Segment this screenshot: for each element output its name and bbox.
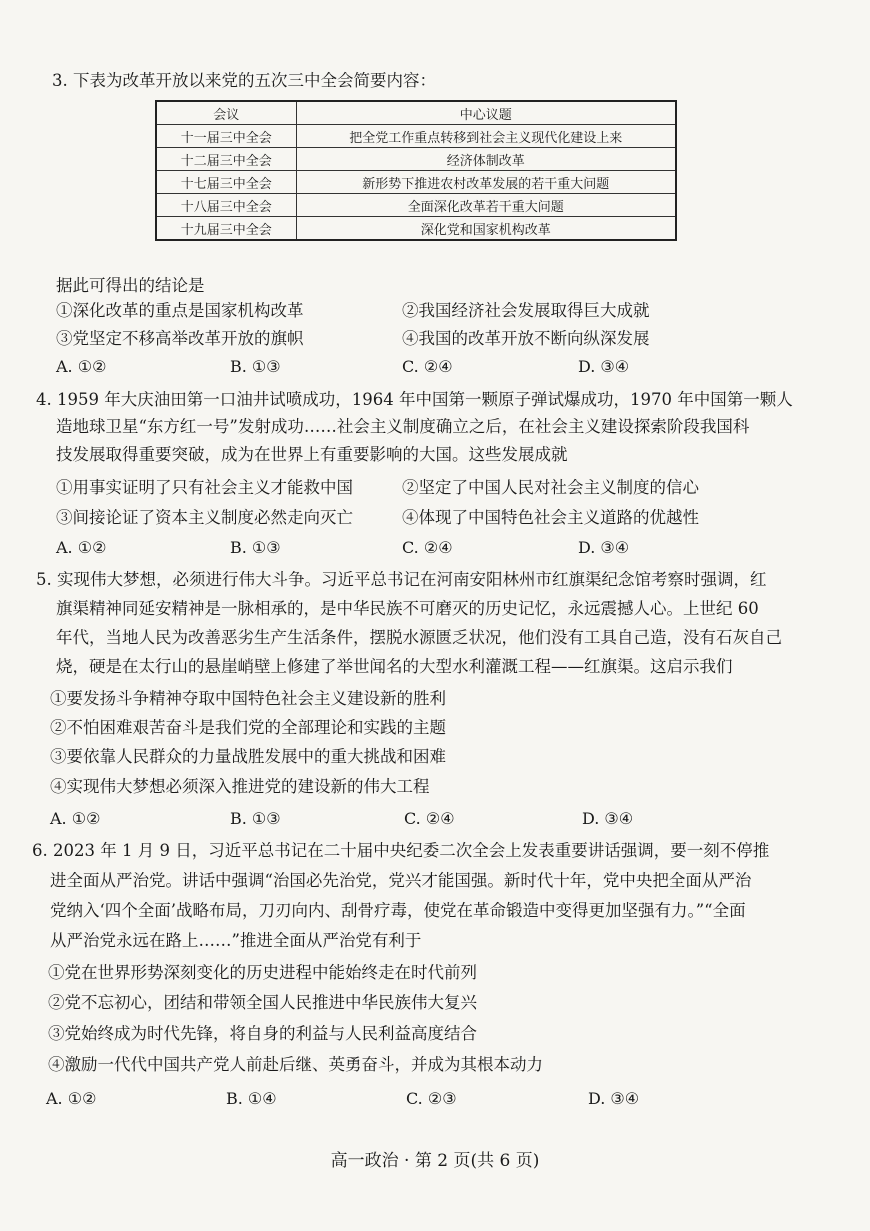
q5-statement-1: ①要发扬斗争精神夺取中国特色社会主义建设新的胜利: [50, 689, 446, 708]
page-footer: 高一政治 · 第 2 页(共 6 页): [330, 1151, 540, 1171]
table-cell: 十七届三中全会: [156, 171, 296, 194]
q6-option-a: A. ①②: [46, 1089, 97, 1108]
q3-statement-2: ②我国经济社会发展取得巨大成就: [402, 301, 650, 320]
q6-statement-1: ①党在世界形势深刻变化的历史进程中能始终走在时代前列: [48, 963, 477, 982]
table-cell: 十九届三中全会: [156, 217, 296, 241]
q6-option-b: B. ①④: [226, 1089, 277, 1108]
q3-option-c: C. ②④: [402, 357, 453, 376]
q6-stem-line-2: 进全面从严治党。讲话中强调“治国必先治党，党兴才能国强。新时代十年，党中央把全面从严治: [50, 871, 752, 890]
table-cell: 新形势下推进农村改革发展的若干重大问题: [296, 171, 676, 194]
q5-stem-line-2: 旗渠精神同延安精神是一脉相承的，是中华民族不可磨灭的历史记忆，永远震撼人心。上世纪 60: [56, 599, 759, 618]
q4-statement-1: ①用事实证明了只有社会主义才能救中国: [56, 478, 353, 497]
q3-option-b: B. ①③: [230, 357, 281, 376]
q6-stem-line-1: 6. 2023 年 1 月 9 日，习近平总书记在二十届中央纪委二次全会上发表重要讲话强调，要一刻不停推: [32, 841, 770, 860]
q5-stem-line-3: 年代，当地人民为改善恶劣生产生活条件，摆脱水源匮乏状况，他们没有工具自己造，没有石灰自己: [56, 628, 782, 647]
table-cell: 深化党和国家机构改革: [296, 217, 676, 241]
q3-option-a: A. ①②: [56, 357, 107, 376]
q6-option-c: C. ②③: [406, 1089, 457, 1108]
table-cell: 十二届三中全会: [156, 148, 296, 171]
q5-statement-3: ③要依靠人民群众的力量战胜发展中的重大挑战和困难: [50, 747, 446, 766]
q6-option-d: D. ③④: [588, 1089, 640, 1108]
q4-option-c: C. ②④: [402, 538, 453, 557]
table-row: [156, 217, 676, 241]
q4-statement-2: ②坚定了中国人民对社会主义制度的信心: [402, 478, 699, 497]
q6-statement-4: ④激励一代代中国共产党人前赴后继、英勇奋斗，并成为其根本动力: [48, 1055, 543, 1074]
q6-stem-line-3: 党纳入‘四个全面’战略布局，刀刃向内、刮骨疗毒，使党在革命锻造中变得更加坚强有力。”“全面: [50, 901, 746, 920]
q6-statement-2: ②党不忘初心，团结和带领全国人民推进中华民族伟大复兴: [48, 993, 477, 1012]
q5-statement-4: ④实现伟大梦想必须深入推进党的建设新的伟大工程: [50, 777, 430, 796]
q4-stem-line-2: 造地球卫星“东方红一号”发射成功……社会主义制度确立之后，在社会主义建设探索阶段我国科: [56, 417, 750, 436]
q3-table: [155, 100, 677, 241]
q5-option-d: D. ③④: [582, 809, 634, 828]
q5-option-b: B. ①③: [230, 809, 281, 828]
table-cell: 经济体制改革: [296, 148, 676, 171]
q3-statement-3: ③党坚定不移高举改革开放的旗帜: [56, 329, 304, 348]
table-cell: 把全党工作重点转移到社会主义现代化建设上来: [296, 125, 676, 148]
q3-statement-4: ④我国的改革开放不断向纵深发展: [402, 329, 650, 348]
q5-option-a: A. ①②: [50, 809, 101, 828]
q4-option-d: D. ③④: [578, 538, 630, 557]
table-header: 会议: [156, 101, 296, 125]
table-row: [156, 125, 676, 148]
table-row: [156, 171, 676, 194]
q5-stem-line-1: 5. 实现伟大梦想，必须进行伟大斗争。习近平总书记在河南安阳林州市红旗渠纪念馆考察时强调，红: [36, 570, 767, 589]
q6-statement-3: ③党始终成为时代先锋，将自身的利益与人民利益高度结合: [48, 1024, 477, 1043]
table-cell: 十八届三中全会: [156, 194, 296, 217]
table-row: [156, 194, 676, 217]
q5-stem-line-4: 烧，硬是在太行山的悬崖峭壁上修建了举世闻名的大型水利灌溉工程——红旗渠。这启示我们: [56, 657, 733, 676]
table-cell: 全面深化改革若干重大问题: [296, 194, 676, 217]
q5-option-c: C. ②④: [404, 809, 455, 828]
q4-stem-line-1: 4. 1959 年大庆油田第一口油井试喷成功，1964 年中国第一颗原子弹试爆成功，1970 年中国第一颗人: [36, 390, 793, 409]
q4-statement-4: ④体现了中国特色社会主义道路的优越性: [402, 508, 699, 527]
q4-option-a: A. ①②: [56, 538, 107, 557]
q5-statement-2: ②不怕困难艰苦奋斗是我们党的全部理论和实践的主题: [50, 718, 446, 737]
q3-option-d: D. ③④: [578, 357, 630, 376]
q4-stem-line-3: 技发展取得重要突破，成为在世界上有重要影响的大国。这些发展成就: [56, 445, 568, 464]
table-header: 中心议题: [296, 101, 676, 125]
q3-statement-1: ①深化改革的重点是国家机构改革: [56, 301, 304, 320]
table-cell: 十一届三中全会: [156, 125, 296, 148]
q4-statement-3: ③间接论证了资本主义制度必然走向灭亡: [56, 508, 353, 527]
table-row: [156, 148, 676, 171]
q6-stem-line-4: 从严治党永远在路上……”推进全面从严治党有利于: [50, 931, 422, 950]
q3-prompt: 据此可得出的结论是: [56, 276, 205, 295]
q3-stem: 3. 下表为改革开放以来党的五次三中全会简要内容：: [52, 71, 436, 90]
table-header-row: [156, 101, 676, 125]
q4-option-b: B. ①③: [230, 538, 281, 557]
